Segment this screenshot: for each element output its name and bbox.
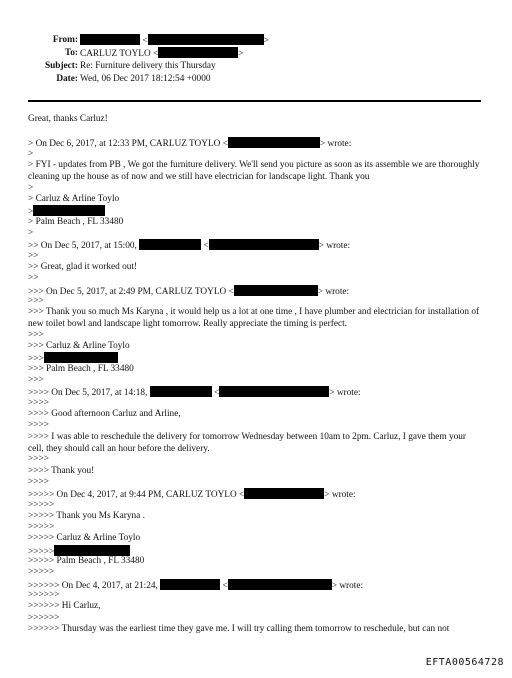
from-row bbox=[0, 34, 512, 46]
quoted-message-line: >>>>>> Thursday was the earliest time they gave me. I will try calling them tomorrow to reschedule, but can not bbox=[28, 624, 450, 634]
from-lt: < bbox=[142, 36, 148, 46]
quote-marker-line: >>>>> bbox=[28, 522, 55, 532]
quote-header-line: >>>>>> On Dec 4, 2017, at 21:24, < > wrote: bbox=[28, 581, 364, 591]
redaction-block bbox=[150, 386, 212, 397]
redaction-block bbox=[209, 239, 319, 250]
quoted-message-line: >>>> Thank you! bbox=[28, 466, 95, 476]
quote-header-line: >>>> On Dec 5, 2017, at 14:18, < > wrote: bbox=[28, 388, 361, 398]
greeting-line: Great, thanks Carluz! bbox=[28, 114, 108, 124]
subject-value: Re: Furniture delivery this Thursday bbox=[80, 61, 216, 71]
quote-marker-line: >>>>> bbox=[28, 500, 55, 510]
quote-marker-line: >> bbox=[28, 251, 39, 261]
signature-address-line: > Palm Beach , FL 33480 bbox=[28, 217, 124, 227]
redaction-block bbox=[234, 285, 318, 296]
quote-header-line: >>> On Dec 5, 2017, at 2:49 PM, CARLUZ TOYLO < > wrote: bbox=[28, 287, 350, 297]
redaction-block bbox=[33, 205, 105, 216]
quote-header-line: > On Dec 6, 2017, at 12:33 PM, CARLUZ TOYLO < > wrote: bbox=[28, 139, 352, 149]
quote-marker-line: >>>>>> bbox=[28, 590, 60, 600]
redaction-block bbox=[160, 579, 220, 590]
quote-marker-line: > bbox=[28, 149, 34, 159]
quoted-message-line: >> Great, glad it worked out! bbox=[28, 262, 138, 272]
quoted-message-line: >>>>> Thank you Ms Karyna . bbox=[28, 511, 145, 521]
signature-name-line: >>>>> Carluz & Arline Toylo bbox=[28, 533, 141, 543]
quote-marker-line: >>> bbox=[28, 375, 44, 385]
redaction-block bbox=[139, 239, 201, 250]
quote-marker-line: >>> bbox=[28, 296, 44, 306]
subject-label: Subject: bbox=[44, 61, 78, 71]
quote-marker-line: >>>> bbox=[28, 398, 49, 408]
signature-redacted-line: >>>>> bbox=[28, 545, 130, 559]
date-row bbox=[0, 73, 512, 85]
quote-header-line: >> On Dec 5, 2017, at 15:00, < > wrote: bbox=[28, 241, 351, 251]
quoted-message-line: > FYI - updates from PB , We got the furniture delivery. We'll send you picture as soon as its assemble we are thoroughly cleaning up the house as of now and we still have electrician for landscape light. Thank you bbox=[28, 160, 480, 182]
redaction-block bbox=[148, 34, 264, 45]
bates-number: EFTA00564728 bbox=[425, 657, 504, 668]
signature-address-line: >>> Palm Beach , FL 33480 bbox=[28, 364, 134, 374]
redaction-block bbox=[244, 488, 324, 499]
quoted-message-line: >>>> I was able to reschedule the delivery for tomorrow Wednesday between 10am to 2pm. Carluz, I gave them your cell, they should call an hour before the delivery. bbox=[28, 432, 467, 454]
date-value: Wed, 06 Dec 2017 18:12:54 +0000 bbox=[80, 74, 211, 84]
quote-marker-line: >>>> bbox=[28, 420, 49, 430]
quote-marker-line: >>> bbox=[28, 330, 44, 340]
signature-redacted-line: >>> bbox=[28, 352, 118, 366]
quoted-message-line: >>> Thank you so much Ms Karyna , it would help us a lot at one time , I have plumber and electrician for installation of new toilet bowl and landscape light tomorrow. Really appreciate the timing is perfect. bbox=[28, 307, 480, 329]
from-gt: > bbox=[263, 36, 269, 46]
date-label: Date: bbox=[56, 74, 78, 84]
quoted-message-line: >>>>>> Hi Carluz, bbox=[28, 601, 101, 611]
from-label: From: bbox=[52, 35, 78, 45]
quote-marker-line: >>>> bbox=[28, 477, 49, 487]
signature-name-line: > Carluz & Arline Toylo bbox=[28, 194, 120, 204]
header-divider bbox=[28, 100, 481, 102]
quote-marker-line: >>>> bbox=[28, 454, 49, 464]
quote-marker-line: >>>>> bbox=[28, 567, 55, 577]
redaction-block bbox=[54, 545, 130, 556]
quote-marker-line: >> bbox=[28, 273, 39, 283]
redaction-block bbox=[228, 137, 320, 148]
quote-marker-line: > bbox=[28, 228, 34, 238]
quoted-message-line: >>>> Good afternoon Carluz and Arline, bbox=[28, 409, 181, 419]
quote-marker-line: >>>>>> bbox=[28, 613, 60, 623]
to-label: To: bbox=[64, 48, 78, 58]
to-row bbox=[0, 47, 512, 59]
quote-header-line: >>>>> On Dec 4, 2017, at 9:44 PM, CARLUZ TOYLO < > wrote: bbox=[28, 490, 356, 500]
redaction-block bbox=[228, 579, 332, 590]
signature-address-line: >>>>> Palm Beach , FL 33480 bbox=[28, 556, 145, 566]
to-value: CARLUZ TOYLO < bbox=[80, 49, 159, 59]
redaction-block bbox=[158, 47, 238, 58]
redaction-block bbox=[80, 34, 140, 45]
to-gt: > bbox=[238, 49, 244, 59]
redaction-block bbox=[219, 386, 329, 397]
subject-row bbox=[0, 60, 512, 72]
quote-marker-line: > bbox=[28, 183, 34, 193]
signature-redacted-line: > bbox=[28, 205, 105, 219]
redaction-block bbox=[44, 352, 118, 363]
signature-name-line: >>> Carluz & Arline Toylo bbox=[28, 341, 130, 351]
